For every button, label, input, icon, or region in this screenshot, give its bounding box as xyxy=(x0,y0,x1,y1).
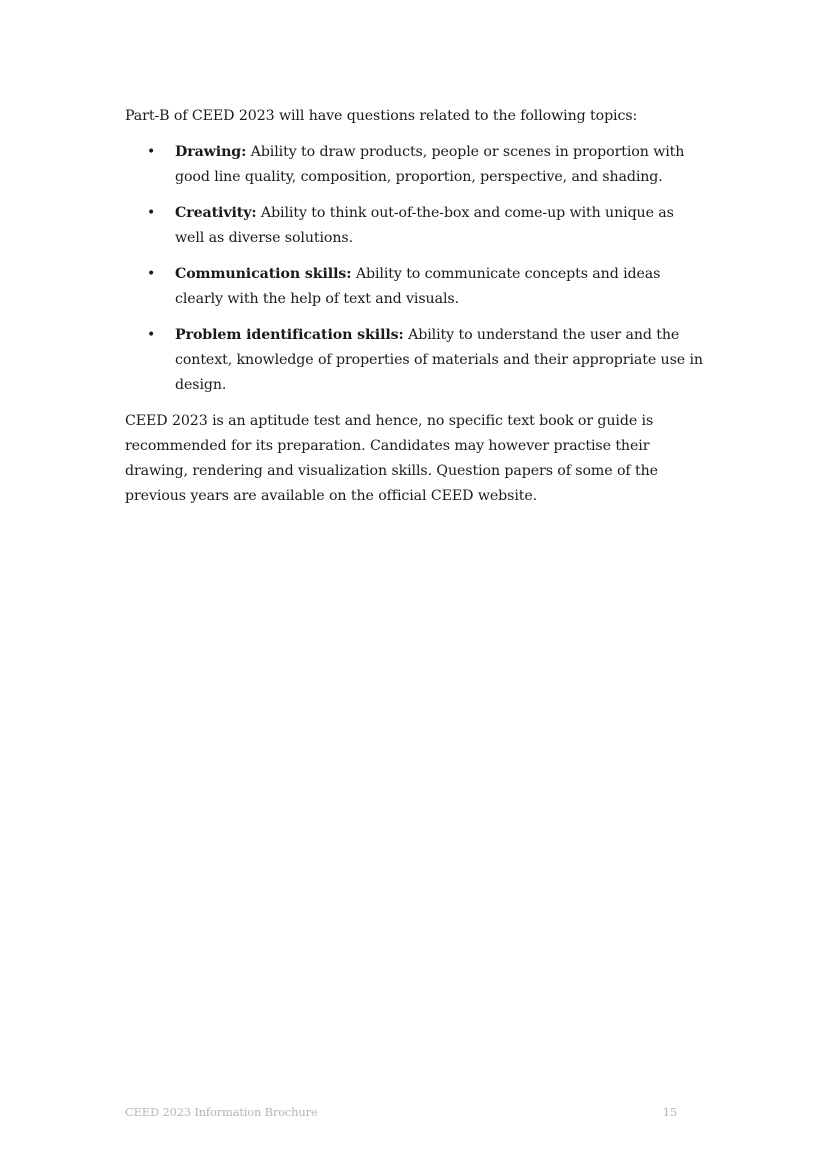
list-item xyxy=(125,262,705,312)
topics-list xyxy=(125,140,705,398)
list-item xyxy=(125,323,705,398)
list-item xyxy=(125,140,705,190)
intro-paragraph: Part-B of CEED 2023 will have questions related to the following topics: xyxy=(125,108,638,124)
topic-description: Ability to communicate concepts and ideas clearly with the help of text and visuals. xyxy=(175,266,661,307)
bullet-icon: • xyxy=(147,266,156,282)
topic-term: Problem identification skills: xyxy=(175,327,404,343)
topic-description: Ability to understand the user and the context, knowledge of properties of materials and their appropriate use in design. xyxy=(175,327,703,393)
bullet-icon: • xyxy=(147,327,156,343)
topic-term: Creativity: xyxy=(175,205,257,221)
topic-term: Communication skills: xyxy=(175,266,352,282)
page-number: 15 xyxy=(662,1105,677,1119)
topic-description: Ability to draw products, people or scenes in proportion with good line quality, composition, proportion, perspective, and shading. xyxy=(175,144,685,185)
footer-title: CEED 2023 Information Brochure xyxy=(125,1105,318,1119)
bullet-icon: • xyxy=(147,144,156,160)
topic-description: Ability to think out-of-the-box and come-up with unique as well as diverse solutions. xyxy=(175,205,674,246)
list-item xyxy=(125,201,705,251)
page-content xyxy=(125,104,705,509)
closing-paragraph: CEED 2023 is an aptitude test and hence, no specific text book or guide is recommended for its preparation. Candidates may however practise their drawing, rendering and visualization skills. Question papers of some of the previous years are available on the official CEED website. xyxy=(125,413,658,504)
topic-term: Drawing: xyxy=(175,144,247,160)
bullet-icon: • xyxy=(147,205,156,221)
